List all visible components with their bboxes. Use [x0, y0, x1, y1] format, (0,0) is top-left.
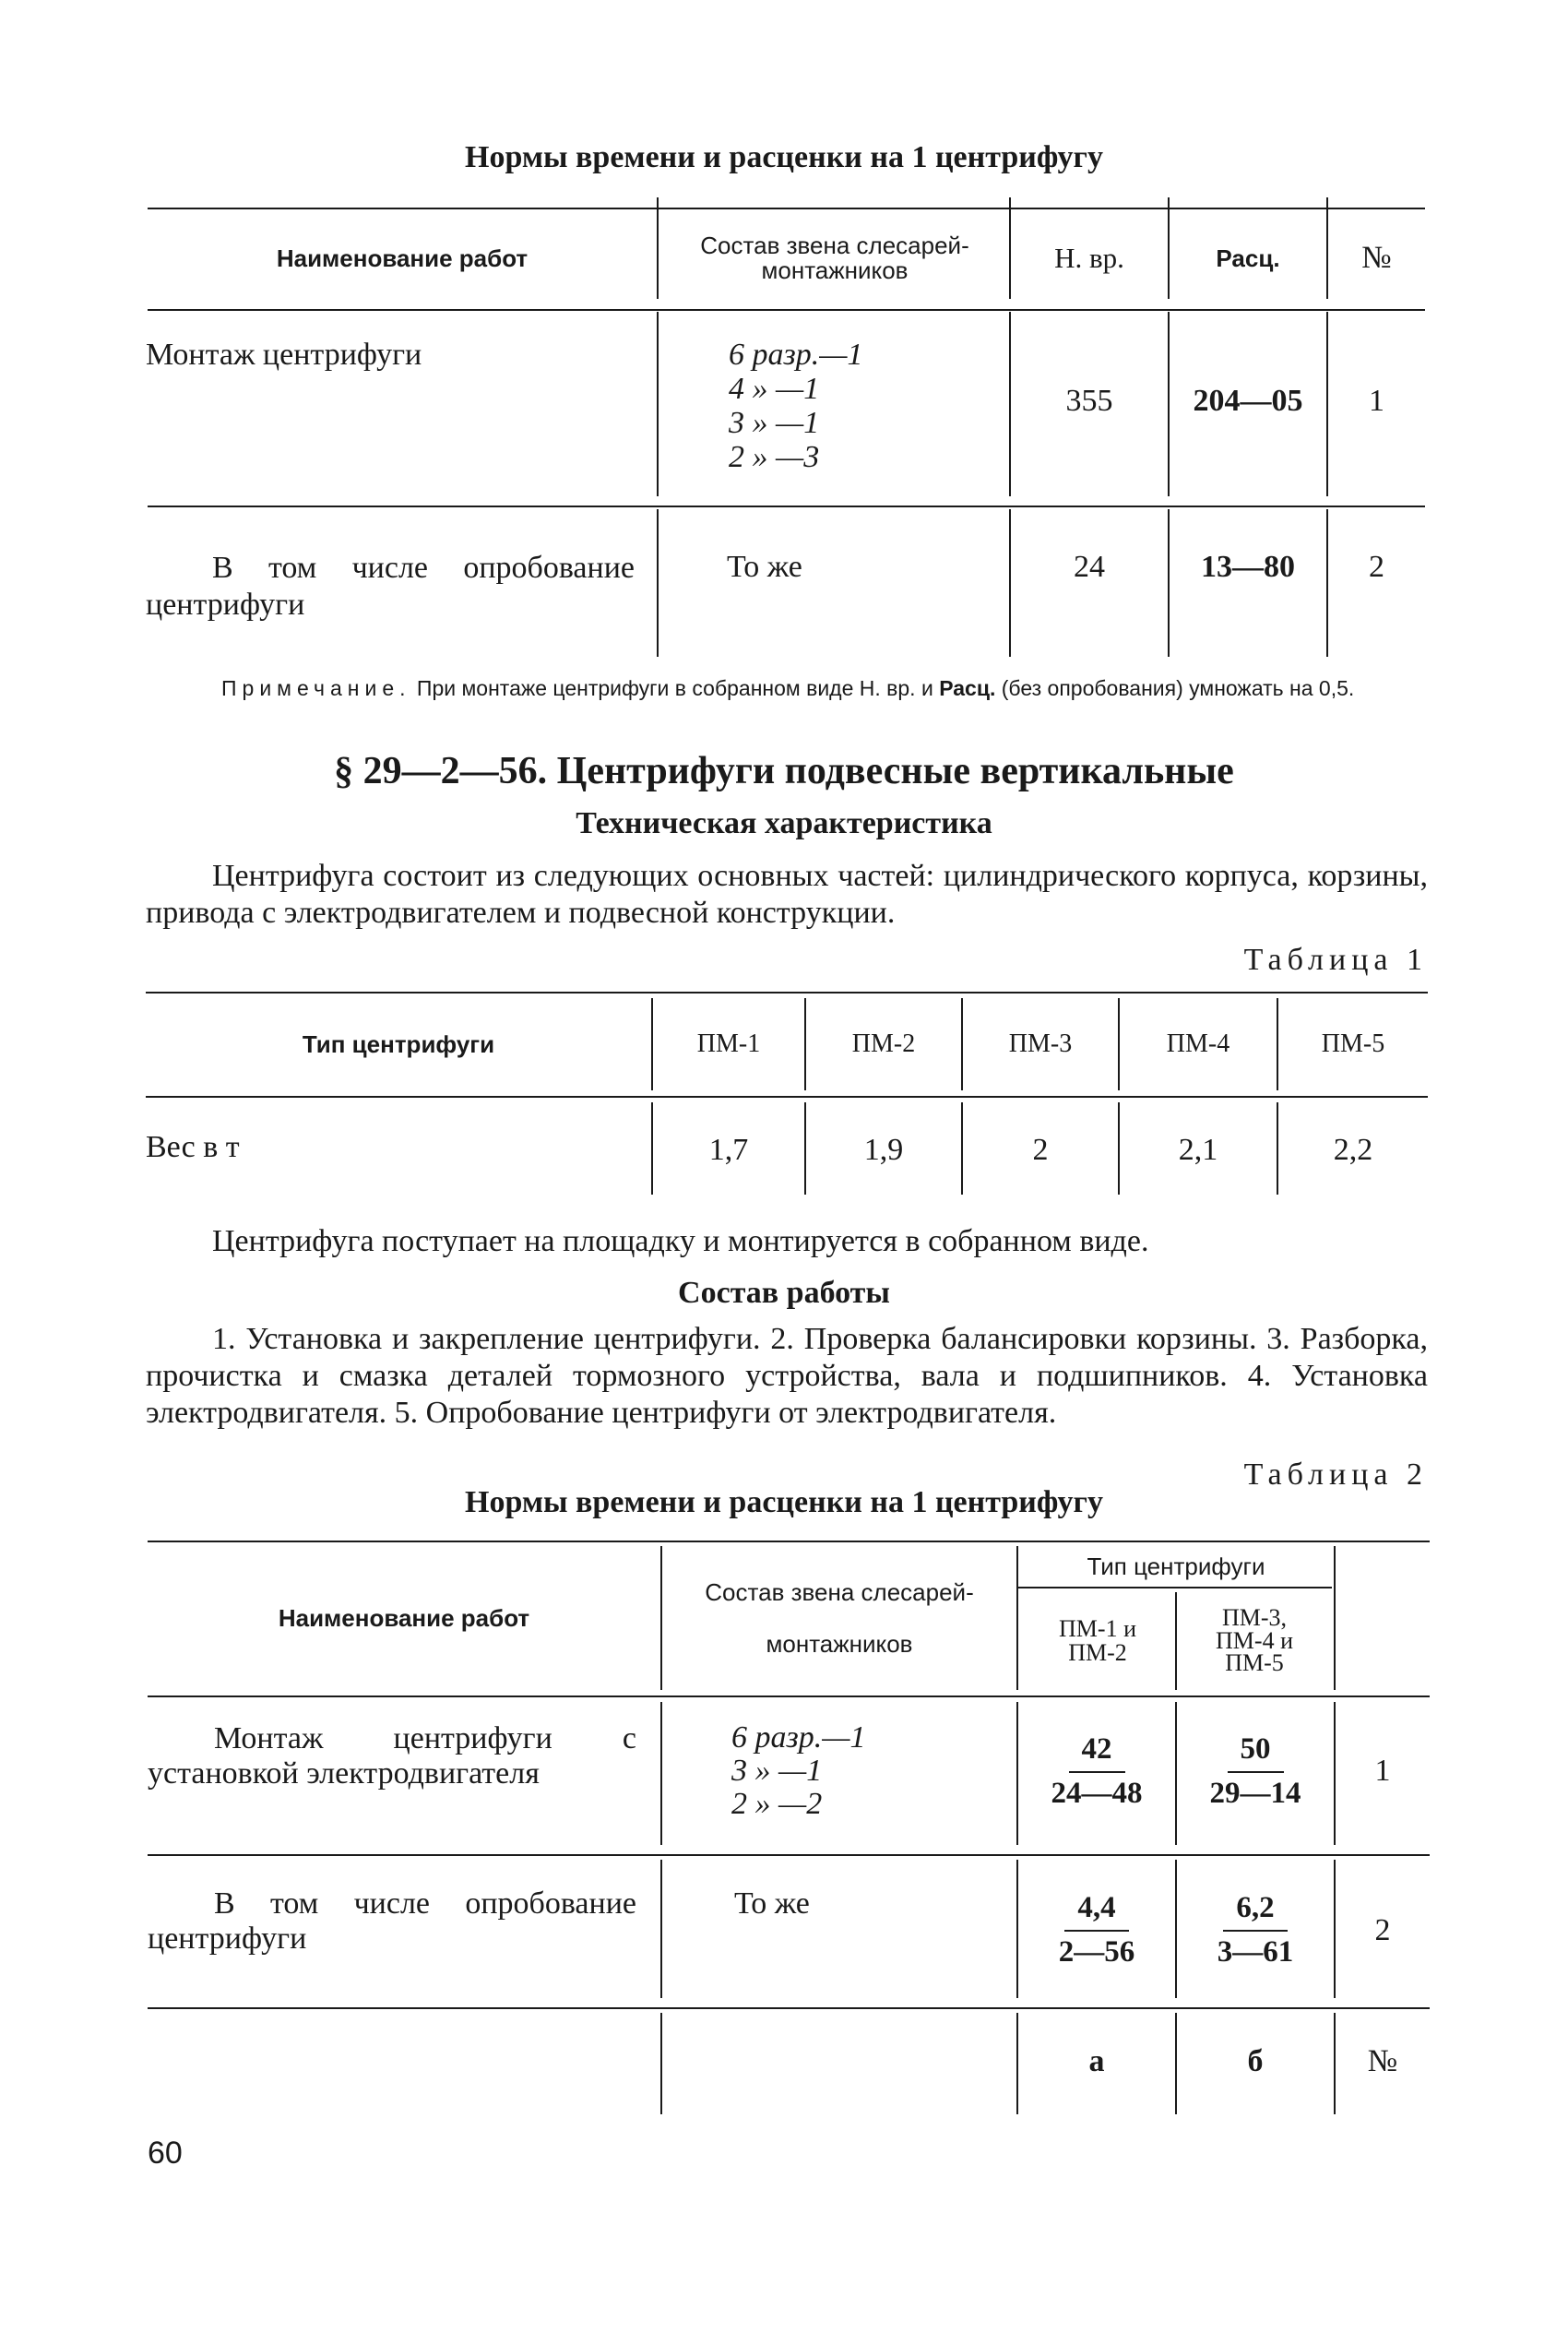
table2-footer-a: а [1088, 2044, 1105, 2078]
table2-header-crew: Состав звена слесарей-монтажников [705, 1578, 974, 1658]
note-bold: Расц. [939, 676, 996, 700]
table1-weight: 1,7 [708, 1133, 749, 1167]
table-a-row1-norm: 355 [1065, 384, 1113, 418]
table-a-row1-rate: 204—05 [1193, 384, 1303, 418]
table2-title: Нормы времени и расценки на 1 центрифугу [465, 1485, 1103, 1519]
table2-header-col-a: ПМ-1 и ПМ-2 [1059, 1615, 1136, 1666]
table2-row1-a [1018, 1731, 1175, 1814]
crew-line: 6 разр.—1 [731, 1720, 866, 1755]
table-a-header-name: Наименование работ [276, 244, 529, 272]
table2-footer-b: б [1247, 2044, 1264, 2078]
table2-row2-crew: То же [734, 1886, 810, 1921]
fraction-norm: 4,4 [1064, 1891, 1128, 1932]
table-a-row2-crew: То же [727, 550, 802, 584]
fraction-rate: 24—48 [1051, 1777, 1143, 1810]
table2-footer-no: № [1367, 2044, 1398, 2078]
fraction-norm: 42 [1069, 1732, 1125, 1773]
note-text2: (без опробования) умножать на 0,5. [1001, 676, 1355, 700]
table-a-row2-no: 2 [1369, 550, 1384, 584]
table1-weight: 2 [1032, 1133, 1049, 1167]
table2-row1-name: Монтаж центрифуги с установкой электродвигателя [148, 1721, 636, 1791]
section-title: § 29—2—56. Центрифуги подвесные вертикальные [334, 750, 1234, 792]
table-a-note [148, 673, 1425, 703]
table2-header-name: Наименование работ [278, 1603, 530, 1632]
table-a-row1-no: 1 [1369, 384, 1384, 418]
table2-row2-a [1018, 1889, 1175, 1972]
section-paragraph: Центрифуга состоит из следующих основных частей: цилиндрического корпуса, корзины, привода с электродвигателем и подвесной конструкции. [146, 859, 1428, 930]
work-title: Состав работы [678, 1276, 890, 1310]
fraction [1218, 1891, 1294, 1970]
fraction-rate: 3—61 [1217, 1935, 1294, 1969]
crew-line: 3 » —1 [731, 1754, 823, 1788]
table-a-header-norm: Н. вр. [1054, 242, 1124, 274]
crew-line: 2 » —3 [729, 440, 820, 474]
crew-line: 4 » —1 [729, 372, 820, 406]
table2-caption: Таблица 2 [1243, 1458, 1428, 1492]
table-a-title: Нормы времени и расценки на 1 центрифугу [465, 140, 1103, 174]
table2-row1-no: 1 [1374, 1754, 1391, 1788]
work-text: 1. Установка и закрепление центрифуги. 2. Проверка балансировки корзины. 3. Разборка, прочистка и смазка деталей тормозного устройства, вала и подшипников. 4. Установка электродвигателя. 5. Опробование центрифуги от электродвигателя. [146, 1322, 1428, 1430]
table1-type: ПМ-5 [1321, 1029, 1385, 1058]
fraction-rate: 2—56 [1058, 1935, 1135, 1969]
table2-row2-b [1177, 1889, 1334, 1972]
table-a-row1-name: Монтаж центрифуги [146, 338, 422, 372]
fraction [1059, 1891, 1135, 1970]
table-a-header-rate: Расц. [1216, 244, 1280, 272]
delivery-text: Центрифуга поступает на площадку и монтируется в собранном виде. [212, 1224, 1149, 1258]
note-label: Примечание. [221, 676, 411, 700]
table2-header-type: Тип центрифуги [1087, 1552, 1265, 1580]
crew-line: 6 разр.—1 [729, 338, 863, 372]
table-a-header-no: № [1361, 241, 1392, 275]
crew-line: 3 » —1 [729, 406, 820, 440]
table-a-header-crew: Состав звена слесарей-монтажников [700, 231, 969, 284]
note-text1: При монтаже центрифуги в собранном виде Н. вр. и [416, 676, 933, 700]
table2-row2-name: В том числе опробование центрифуги [148, 1886, 636, 1956]
table-a-row2-norm: 24 [1074, 550, 1105, 584]
table1-weight: 1,9 [863, 1133, 904, 1167]
table1-weight: 2,2 [1333, 1133, 1373, 1167]
fraction-rate: 29—14 [1209, 1777, 1301, 1810]
table-a-row2-name: В том числе опробование центрифуги [146, 551, 635, 622]
table1-type: ПМ-1 [696, 1029, 761, 1058]
table1-type: ПМ-3 [1008, 1029, 1073, 1058]
table2-row2-no: 2 [1374, 1913, 1391, 1947]
table1-type: ПМ-2 [851, 1029, 916, 1058]
table-a-row2-rate: 13—80 [1201, 550, 1295, 584]
table1-caption: Таблица 1 [1243, 943, 1428, 977]
fraction [1051, 1732, 1143, 1812]
fraction-norm: 6,2 [1223, 1891, 1287, 1932]
crew-line: 2 » —2 [731, 1787, 823, 1821]
table1-type: ПМ-4 [1166, 1029, 1230, 1058]
table1-weight: 2,1 [1178, 1133, 1218, 1167]
table2-header-col-b: ПМ-3, ПМ-4 и ПМ-5 [1216, 1603, 1293, 1677]
table2-row1-b [1177, 1731, 1334, 1814]
table1-row-label: Вес в т [146, 1130, 240, 1164]
section-subtitle: Техническая характеристика [576, 806, 992, 840]
page-number: 60 [148, 2136, 183, 2171]
fraction-norm: 50 [1228, 1732, 1284, 1773]
table1-header-label: Тип центрифуги [302, 1029, 495, 1058]
table2-row1-crew [731, 1721, 866, 1821]
fraction [1210, 1732, 1301, 1812]
table-a-row1-crew [729, 338, 863, 474]
